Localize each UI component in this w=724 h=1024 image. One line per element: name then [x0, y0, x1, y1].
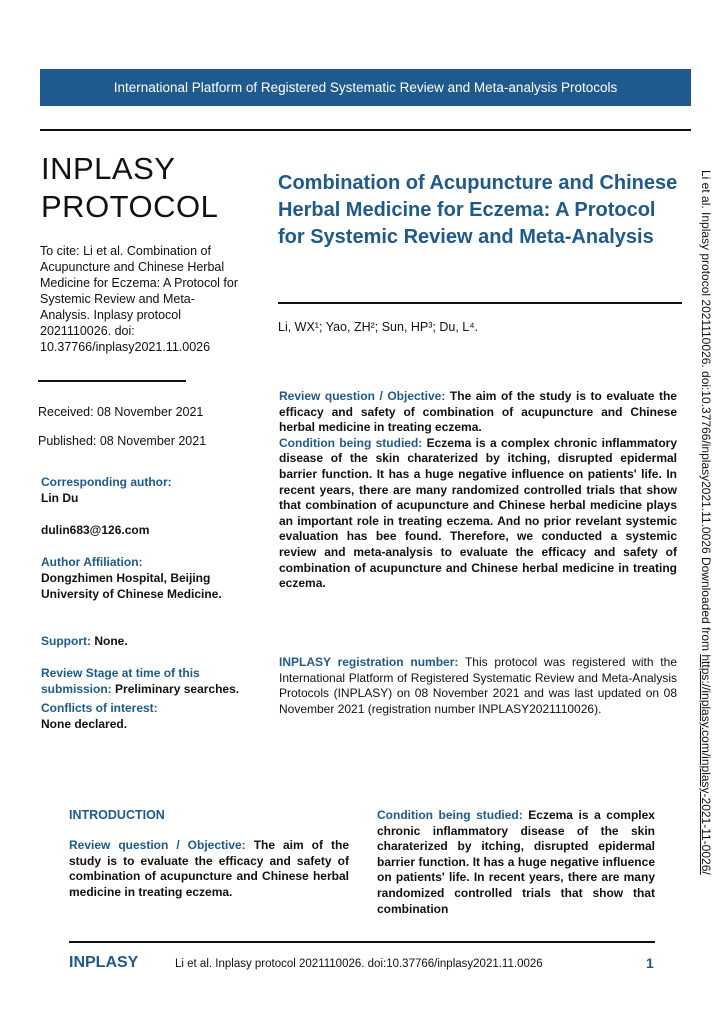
author-email[interactable]: dulin683@126.com — [41, 523, 150, 537]
author-affiliation — [41, 554, 241, 602]
abstract-rq-text: The aim of the study is to evaluate the efficacy and safety of combination of acupuncture and Chinese herbal medicine in treating eczema. — [279, 389, 677, 435]
author-list: Li, WX¹; Yao, ZH²; Sun, HP³; Du, L⁴. — [278, 320, 479, 334]
corresponding-label: Corresponding author: — [41, 475, 172, 489]
support-label: Support: — [41, 634, 91, 648]
support-text: None. — [94, 634, 128, 648]
abstract-cond-label: Condition being studied: — [279, 435, 423, 450]
intro-right-column — [377, 808, 655, 917]
abstract-cond-text: Eczema is a complex chronic inflammatory disease of the skin charaterized by itching, disrupted epidermal barrier function. It has a huge negative influence on patients' life. In recent years, there are many randomized controlled trials that show that combination of acupuncture and Chinese herbal medicine plays an important role in treating eczema. And no prior revelant systemic evaluation has bee found. Therefore, we conducted a systemic review and meta-analysis to evaluate the efficacy and safety of combination of acupuncture and Chinese herbal medicine in treating eczema. — [279, 435, 677, 591]
citation: To cite: Li et al. Combination of Acupuncture and Chinese Herbal Medicine for Eczema: A Protocol for Systemic Review and Meta-Analysis. Inplasy protocol 2021110026. doi: 10.37766/inplasy2021.11.0026 — [40, 244, 239, 354]
corresponding-name: Lin Du — [41, 491, 79, 505]
conflicts-label: Conflicts of interest: — [41, 701, 158, 715]
page-number: 1 — [646, 955, 654, 971]
conflicts-text: None declared. — [41, 717, 128, 731]
review-stage — [41, 665, 241, 697]
stage-label: Review Stage at time of this submission: — [41, 666, 200, 696]
stage-text: Preliminary searches. — [115, 682, 240, 696]
introduction-heading: INTRODUCTION — [69, 808, 165, 822]
inplasy-protocol-logo — [41, 150, 218, 226]
received-date: Received: 08 November 2021 — [38, 405, 204, 419]
intro-rq-text: The aim of the study is to evaluate the efficacy and safety of combination of acupuncture and Chinese herbal medicine in treating eczema. — [69, 838, 349, 899]
corresponding-author — [41, 474, 241, 506]
download-link[interactable]: https://inplasy.com/inplasy-2021-11-0026/ — [699, 654, 713, 875]
footer-brand: INPLASY — [69, 954, 139, 971]
header-banner: International Platform of Registered Systematic Review and Meta-analysis Protocols — [40, 69, 691, 106]
paper-title: Combination of Acupuncture and Chinese Herbal Medicine for Eczema: A Protocol for Systemic Review and Meta-Analysis — [278, 172, 678, 248]
support — [41, 633, 241, 649]
published-date: Published: 08 November 2021 — [38, 434, 207, 448]
intro-cond-label: Condition being studied: — [377, 808, 523, 822]
affiliation-text: Dongzhimen Hospital, Beijing University of Chinese Medicine. — [41, 571, 222, 601]
intro-rq-label: Review question / Objective: — [69, 838, 246, 852]
registration-label: INPLASY registration number: — [279, 655, 459, 669]
abstract-rq-label: Review question / Objective: — [279, 389, 446, 403]
top-divider — [40, 129, 691, 131]
registration-text: This protocol was registered with the International Platform of Registered Systematic Review and Meta-Analysis Protocols (INPLASY) on 08 November 2021 and was last updated on 08 November 2021 (registration number INPLASY2021110026). — [279, 655, 677, 716]
footer-divider — [69, 941, 655, 943]
registration-info — [279, 655, 677, 717]
affiliation-label: Author Affiliation: — [41, 555, 143, 569]
logo-line-2: PROTOCOL — [41, 189, 219, 224]
abstract — [279, 389, 677, 592]
conflicts — [41, 700, 241, 732]
vertical-download-note — [699, 170, 713, 875]
title-divider — [278, 302, 682, 304]
intro-left-column — [69, 838, 349, 900]
vertical-text: Li et al. Inplasy protocol 2021110026. doi:10.37766/inplasy2021.11.0026 Downloaded from — [699, 170, 713, 655]
footer-citation: Li et al. Inplasy protocol 2021110026. doi:10.37766/inplasy2021.11.0026 — [175, 958, 543, 970]
logo-line-1: INPLASY — [41, 151, 176, 186]
sidebar-divider — [38, 380, 186, 382]
intro-cond-text: Eczema is a complex chronic inflammatory disease of the skin charaterized by itching, disrupted epidermal barrier function. It has a huge negative influence on patients' life. In recent years, there are many randomized controlled trials that show that combination — [377, 808, 655, 916]
